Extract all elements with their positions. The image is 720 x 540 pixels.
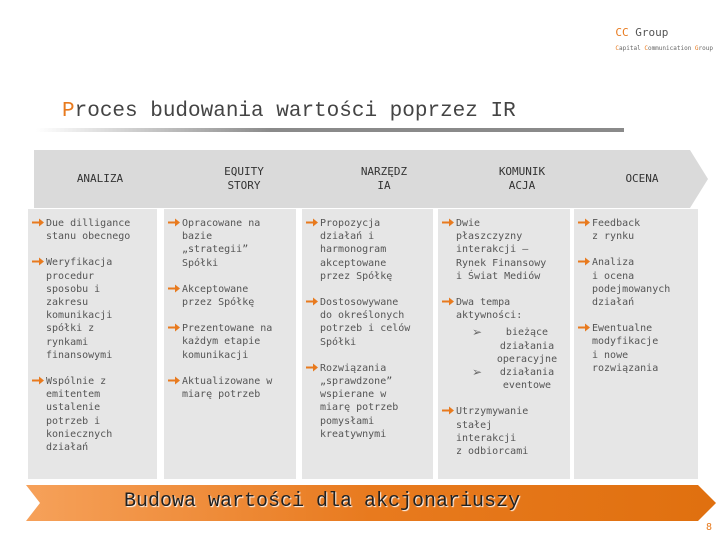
- column-komunikacja: [438, 209, 570, 479]
- column-ocena: [574, 209, 698, 479]
- header-narzedzia: NARZĘDZ IA: [360, 165, 408, 192]
- orange-arrow-icon: [168, 323, 180, 332]
- orange-arrow-icon: [578, 323, 590, 332]
- orange-arrow-icon: [442, 406, 454, 415]
- list-item: Dwa tempa aktywności:: [442, 296, 570, 322]
- checkmark-arrow-icon: ➢: [472, 365, 483, 380]
- orange-arrow-icon: [306, 363, 318, 372]
- list-item: Akceptowane przez Spółkę: [168, 283, 296, 309]
- list-item: Weryfikacja procedur sposobu i zakresu komunikacji spółki z rynkami finansowymi: [32, 256, 157, 362]
- header-komunikacja: KOMUNIK ACJA: [498, 165, 546, 192]
- orange-arrow-icon: [578, 257, 590, 266]
- column-analiza: [28, 209, 157, 479]
- list-item: Analiza i ocena podejmowanych działań: [578, 256, 698, 309]
- list-item: Opracowane na bazie „strategii” Spółki: [168, 217, 296, 270]
- banner-text: Budowa wartości dla akcjonariuszy: [124, 490, 521, 513]
- orange-arrow-icon: [306, 297, 318, 306]
- list-item: Feedback z rynku: [578, 217, 698, 243]
- header-ocena: OCENA: [625, 172, 659, 185]
- list-item: Dostosowywane do określonych potrzeb i celów Spółki: [306, 296, 433, 349]
- sub-list-item: ➢ bieżące działania operacyjne: [472, 325, 558, 365]
- orange-arrow-icon: [32, 376, 44, 385]
- brand-subtitle: Capital Communication Group: [615, 45, 713, 52]
- orange-arrow-icon: [442, 297, 454, 306]
- orange-arrow-icon: [168, 376, 180, 385]
- list-item: Prezentowane na każdym etapie komunikacji: [168, 322, 296, 362]
- sub-list-item: ➢ działania eventowe: [472, 365, 555, 392]
- list-item: Ewentualne modyfikacje i nowe rozwiązania: [578, 322, 698, 375]
- orange-arrow-icon: [442, 218, 454, 227]
- orange-arrow-icon: [32, 257, 44, 266]
- column-equity-story: [164, 209, 296, 479]
- page-number: 8: [705, 522, 712, 533]
- page-title: Proces budowania wartości poprzez IR: [62, 100, 516, 123]
- checkmark-arrow-icon: ➢: [472, 325, 483, 340]
- list-item: Utrzymywanie stałej interakcji z odbiorcami: [442, 405, 570, 458]
- header-equity-story: EQUITY STORY: [224, 165, 264, 192]
- orange-arrow-icon: [168, 218, 180, 227]
- list-item: Dwie płaszczyzny interakcji – Rynek Finansowy i Świat Mediów: [442, 217, 570, 283]
- brand-title: CC Group: [615, 26, 669, 39]
- list-item: Propozycja działań i harmonogram akceptowane przez Spółkę: [306, 217, 433, 283]
- list-item: Wspólnie z emitentem ustalenie potrzeb i koniecznych działań: [32, 375, 157, 454]
- orange-arrow-icon: [32, 218, 44, 227]
- list-item: Due dilligance stanu obecnego: [32, 217, 157, 243]
- list-item: Rozwiązania „sprawdzone” wspierane w miarę potrzeb pomysłami kreatywnymi: [306, 362, 433, 441]
- orange-arrow-icon: [168, 284, 180, 293]
- orange-arrow-icon: [306, 218, 318, 227]
- list-item: Aktualizowane w miarę potrzeb: [168, 375, 296, 401]
- header-analiza: ANALIZA: [76, 172, 124, 185]
- column-narzedzia: [302, 209, 433, 479]
- orange-arrow-icon: [578, 218, 590, 227]
